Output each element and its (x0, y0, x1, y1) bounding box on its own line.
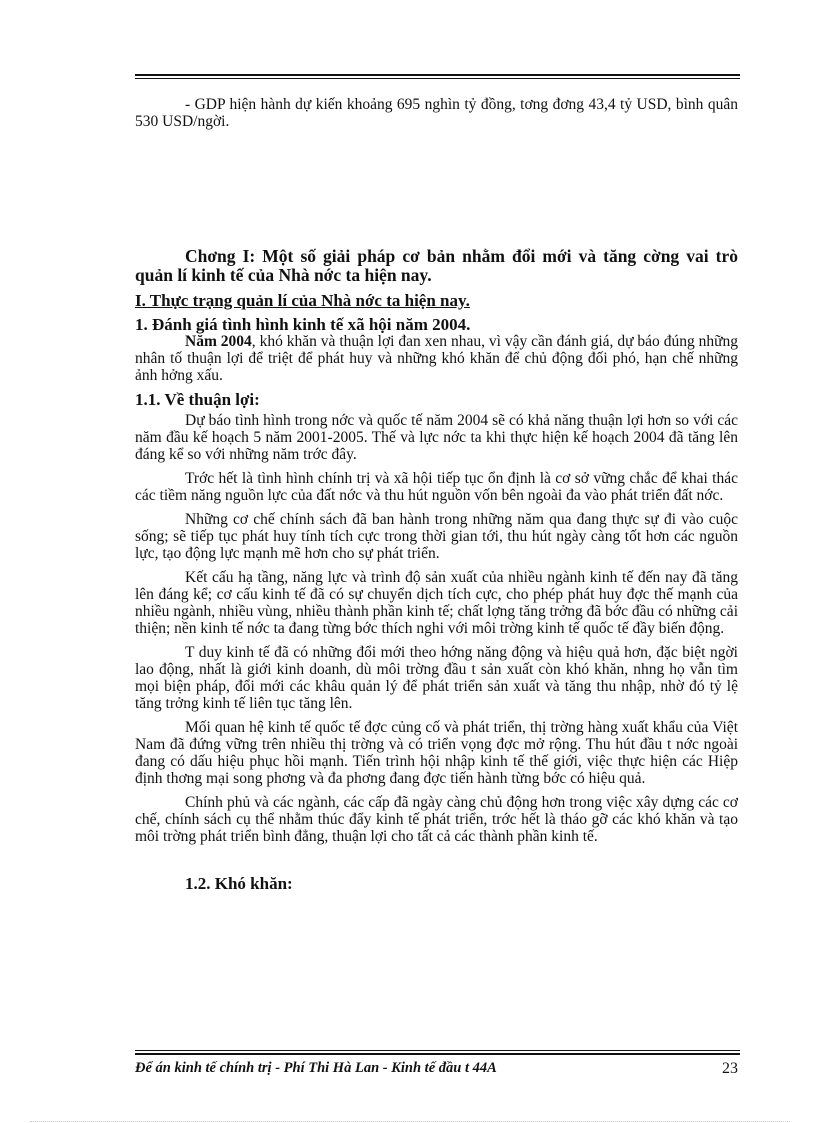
section-i-heading: I. Thực trạng quản lí của Nhà nớc ta hiện nay. (135, 291, 470, 310)
header-rule (135, 74, 740, 81)
page-edge-divider (30, 1121, 790, 1122)
paragraph: Những cơ chế chính sách đã ban hành trong những năm qua đang thực sự đi vào cuộc sống; sẽ tiếp tục phát huy tính tích cực trong thời gian tới, thu hút ngày càng tốt hơn các nguồn lực, tạo động lực mạnh mẽ hơn cho sự phát triển. (135, 511, 738, 562)
intro-bold: Năm 2004 (185, 333, 252, 350)
section-1-1-heading: 1.1. Về thuận lợi: (135, 390, 260, 409)
gdp-paragraph: - GDP hiện hành dự kiến khoảng 695 nghìn tỷ đồng, tơng đơng 43,4 tỷ USD, bình quân 530 USD/ngời. (135, 96, 738, 130)
footer-text: Để án kinh tế chính trị - Phí Thi Hà Lan - Kinh tế đầu t 44A (135, 1060, 497, 1076)
page-number: 23 (722, 1060, 738, 1077)
footer-rule (135, 1050, 740, 1057)
page-body (135, 96, 738, 892)
section-1-2-heading: 1.2. Khó khăn: (185, 874, 293, 893)
chapter-title: Chơng I: Một số giải pháp cơ bản nhằm đổi mới và tăng cờng vai trò quản lí kinh tế của Nhà nớc ta hiện nay. (135, 246, 738, 285)
paragraph: Kết cấu hạ tầng, năng lực và trình độ sản xuất của nhiều ngành kinh tế đến nay đã tăng lên đáng kể; cơ cấu kinh tế đã có sự chuyển dịch tích cực, cho phép phát huy đợc thế mạnh của nhiều ngành, nhiều vùng, nhiều thành phần kinh tế; chất lợng tăng trởng đã bớc đầu có những cải thiện; nền kinh tế nớc ta đang từng bớc thích nghi với môi trờng kinh tế quốc tế đầy biến động. (135, 569, 738, 637)
paragraph: Chính phủ và các ngành, các cấp đã ngày càng chủ động hơn trong việc xây dựng các cơ chế, chính sách cụ thể nhằm thúc đẩy kinh tế phát triển, trớc hết là tháo gỡ các khó khăn và tạo môi trờng phát triển bình đẳng, thuận lợi cho tất cả các thành phần kinh tế. (135, 794, 738, 845)
section-1-heading: 1. Đánh giá tình hình kinh tế xã hội năm 2004. (135, 315, 471, 334)
paragraph: T duy kinh tế đã có những đổi mới theo hớng năng động và hiệu quả hơn, đặc biệt ngời lao động, nhất là giới kinh doanh, dù môi trờng đầu t sản xuất còn khó khăn, nhng họ vẫn tìm mọi biện pháp, đổi mới các khâu quản lý để phát triển sản xuất và tăng thu nhập, nhờ đó tỷ lệ tăng trởng kinh tế liên tục tăng lên. (135, 644, 738, 712)
intro-rest: , khó khăn và thuận lợi đan xen nhau, vì vậy cần đánh giá, dự báo đúng những nhân tố thuận lợi để triệt để phát huy và những khó khăn để chủ động đối phó, hạn chế những ảnh hởng xấu. (135, 333, 739, 384)
intro-paragraph (135, 333, 738, 384)
paragraph: Mối quan hệ kinh tế quốc tế đợc củng cố và phát triển, thị trờng hàng xuất khẩu của Việt Nam đã đứng vững trên nhiều thị trờng và có triển vọng đợc mở rộng. Thu hút đầu t nớc ngoài đang có dấu hiệu phục hồi mạnh. Tiến trình hội nhập kinh tế thế giới, việc thực hiện các Hiệp định thơng mại song phơng và đa phơng đang đợc tiến hành từng bớc có hiệu quả. (135, 719, 738, 787)
paragraph: Trớc hết là tình hình chính trị và xã hội tiếp tục ổn định là cơ sở vững chắc để khai thác các tiềm năng nguồn lực của đất nớc và thu hút nguồn vốn bên ngoài đa vào phát triển đất nớc. (135, 470, 738, 504)
paragraph: Dự báo tình hình trong nớc và quốc tế năm 2004 sẽ có khả năng thuận lợi hơn so với các năm đầu kế hoạch 5 năm 2001-2005. Thế và lực nớc ta khi thực hiện kế hoạch 2004 đã tăng lên đáng kể so với những năm trớc đây. (135, 412, 738, 463)
page-footer (135, 1060, 738, 1077)
